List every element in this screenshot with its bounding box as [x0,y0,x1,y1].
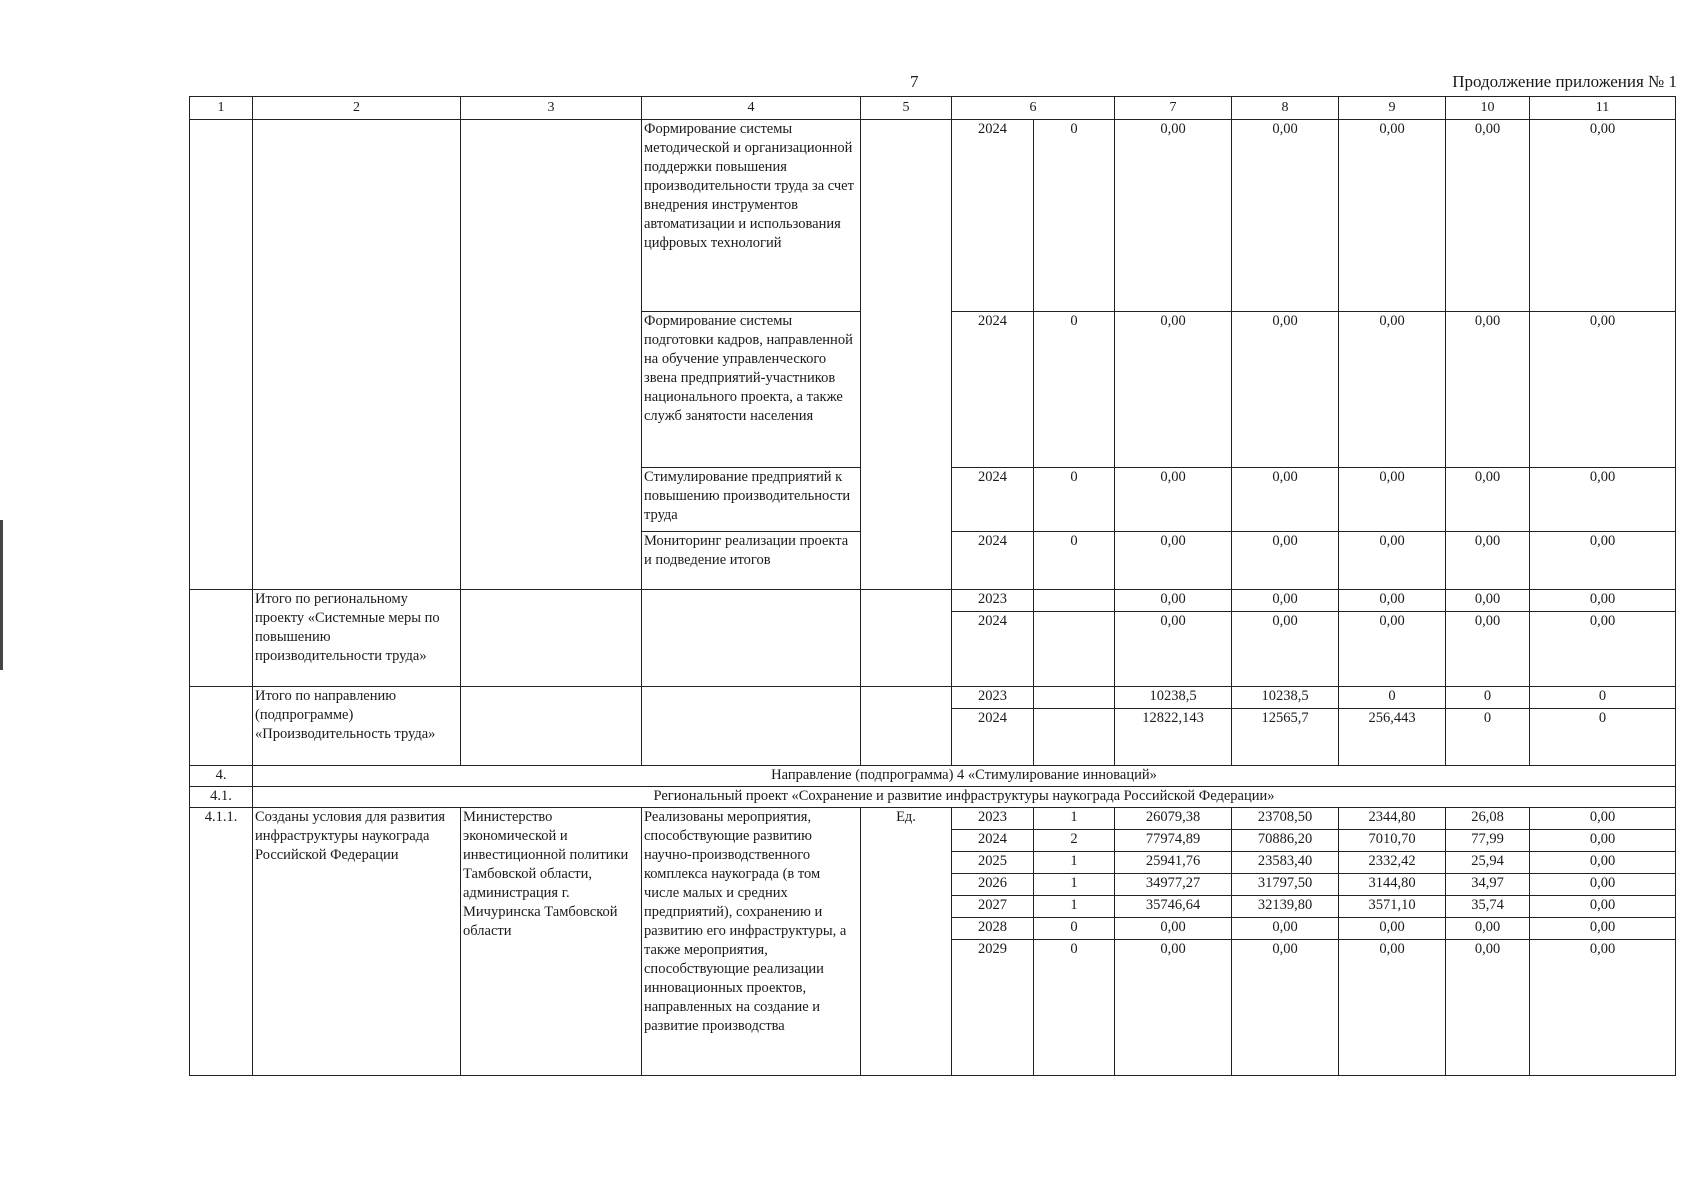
value-cell: 0,00 [1115,468,1232,532]
value-cell: 0,00 [1530,120,1676,312]
value-cell: 7010,70 [1339,830,1446,852]
value-cell: 0,00 [1339,918,1446,940]
value-cell: 0,00 [1339,940,1446,1076]
count-cell: 0 [1034,120,1115,312]
section-title: Направление (подпрограмма) 4 «Стимулирование инноваций» [253,766,1676,787]
value-cell: 34977,27 [1115,874,1232,896]
value-cell: 0,00 [1232,468,1339,532]
header-cell: 6 [952,97,1115,120]
value-cell: 77,99 [1446,830,1530,852]
value-cell: 32139,80 [1232,896,1339,918]
value-cell: 0,00 [1530,468,1676,532]
header-cell: 11 [1530,97,1676,120]
value-cell: 0,00 [1115,590,1232,612]
value-cell: 0,00 [1339,120,1446,312]
empty-cell [642,687,861,766]
total-row [190,687,1676,709]
value-cell: 10238,5 [1115,687,1232,709]
item-unit: Ед. [861,808,952,1076]
section-number: 4. [190,766,253,787]
value-cell: 0 [1530,709,1676,766]
empty-cell [190,590,253,687]
value-cell: 0,00 [1530,590,1676,612]
empty-cell [1034,709,1115,766]
appendix-note: Продолжение приложения № 1 [1452,72,1677,91]
scan-edge-mark [0,520,3,670]
header-cell: 8 [1232,97,1339,120]
value-cell: 0,00 [1530,830,1676,852]
header-cell: 2 [253,97,461,120]
table-row [190,120,1676,312]
value-cell: 0,00 [1446,940,1530,1076]
appendix-table [189,96,1676,1076]
count-cell: 1 [1034,896,1115,918]
page-number: 7 [910,72,919,91]
value-cell: 12565,7 [1232,709,1339,766]
value-cell: 0,00 [1530,918,1676,940]
value-cell: 26,08 [1446,808,1530,830]
year-cell: 2024 [952,830,1034,852]
value-cell: 3571,10 [1339,896,1446,918]
value-cell: 0,00 [1446,590,1530,612]
value-cell: 23708,50 [1232,808,1339,830]
count-cell: 1 [1034,808,1115,830]
value-cell: 0,00 [1232,590,1339,612]
year-cell: 2029 [952,940,1034,1076]
year-cell: 2026 [952,874,1034,896]
header-cell: 5 [861,97,952,120]
value-cell: 0,00 [1339,612,1446,687]
empty-cell [190,120,253,590]
table-row [190,808,1676,830]
value-cell: 2332,42 [1339,852,1446,874]
activity-text: Формирование системы методической и организационной поддержки повышения производительности труда за счет внедрения инструментов автоматизации и использования цифровых технологий [642,120,861,312]
empty-cell [861,687,952,766]
empty-cell [861,120,952,590]
header-cell: 7 [1115,97,1232,120]
year-cell: 2024 [952,312,1034,468]
value-cell: 34,97 [1446,874,1530,896]
value-cell: 0,00 [1339,532,1446,590]
value-cell: 0,00 [1115,612,1232,687]
year-cell: 2024 [952,120,1034,312]
year-cell: 2024 [952,612,1034,687]
value-cell: 31797,50 [1232,874,1339,896]
value-cell: 0 [1446,687,1530,709]
value-cell: 0,00 [1115,120,1232,312]
count-cell: 1 [1034,874,1115,896]
year-cell: 2024 [952,709,1034,766]
year-cell: 2023 [952,808,1034,830]
value-cell: 0,00 [1446,612,1530,687]
header-cell: 10 [1446,97,1530,120]
year-cell: 2027 [952,896,1034,918]
year-cell: 2028 [952,918,1034,940]
value-cell: 0,00 [1530,874,1676,896]
value-cell: 0,00 [1446,532,1530,590]
year-cell: 2023 [952,687,1034,709]
activity-text: Мониторинг реализации проекта и подведение итогов [642,532,861,590]
value-cell: 77974,89 [1115,830,1232,852]
value-cell: 0,00 [1339,468,1446,532]
header-cell: 3 [461,97,642,120]
value-cell: 0,00 [1446,468,1530,532]
empty-cell [642,590,861,687]
empty-cell [1034,612,1115,687]
year-cell: 2024 [952,532,1034,590]
value-cell: 0,00 [1446,120,1530,312]
value-cell: 0,00 [1446,312,1530,468]
empty-cell [461,687,642,766]
value-cell: 0 [1530,687,1676,709]
value-cell: 0,00 [1232,312,1339,468]
table-header-row [190,97,1676,120]
header-cell: 4 [642,97,861,120]
value-cell: 12822,143 [1115,709,1232,766]
value-cell: 3144,80 [1339,874,1446,896]
value-cell: 0,00 [1530,532,1676,590]
item-executor: Министерство экономической и инвестиционной политики Тамбовской области, администрация г. Мичуринска Тамбовской области [461,808,642,1076]
year-cell: 2024 [952,468,1034,532]
empty-cell [253,120,461,590]
value-cell: 0 [1446,709,1530,766]
value-cell: 2344,80 [1339,808,1446,830]
value-cell: 26079,38 [1115,808,1232,830]
total-label: Итого по региональному проекту «Системные меры по повышению производительности труда» [253,590,461,687]
value-cell: 0,00 [1530,940,1676,1076]
value-cell: 0,00 [1530,896,1676,918]
year-cell: 2025 [952,852,1034,874]
value-cell: 0,00 [1115,532,1232,590]
value-cell: 0 [1339,687,1446,709]
value-cell: 0,00 [1232,918,1339,940]
value-cell: 25,94 [1446,852,1530,874]
count-cell: 1 [1034,852,1115,874]
subsection-title: Региональный проект «Сохранение и развитие инфраструктуры наукограда Российской Федерации» [253,787,1676,808]
item-result: Созданы условия для развития инфраструктуры наукограда Российской Федерации [253,808,461,1076]
value-cell: 0,00 [1530,312,1676,468]
value-cell: 0,00 [1232,612,1339,687]
empty-cell [461,120,642,590]
value-cell: 35746,64 [1115,896,1232,918]
item-number: 4.1.1. [190,808,253,1076]
value-cell: 0,00 [1232,532,1339,590]
total-row [190,590,1676,612]
value-cell: 0,00 [1530,612,1676,687]
value-cell: 0,00 [1339,590,1446,612]
value-cell: 35,74 [1446,896,1530,918]
item-indicator: Реализованы мероприятия, способствующие развитию научно-производственного комплекса наукограда (в том числе малых и средних предприятий), сохранению и развитию его инфраструктуры, а также мероприятия, способствующие реализации инновационных проектов, направленных на создание и развитие производства [642,808,861,1076]
value-cell: 0,00 [1232,120,1339,312]
empty-cell [461,590,642,687]
value-cell: 0,00 [1115,312,1232,468]
total-label: Итого по направлению (подпрограмме) «Производительность труда» [253,687,461,766]
value-cell: 0,00 [1339,312,1446,468]
subsection-row [190,787,1676,808]
empty-cell [1034,687,1115,709]
empty-cell [861,590,952,687]
count-cell: 0 [1034,918,1115,940]
activity-text: Стимулирование предприятий к повышению производительности труда [642,468,861,532]
year-cell: 2023 [952,590,1034,612]
value-cell: 0,00 [1232,940,1339,1076]
value-cell: 70886,20 [1232,830,1339,852]
header-cell: 1 [190,97,253,120]
value-cell: 25941,76 [1115,852,1232,874]
activity-text: Формирование системы подготовки кадров, направленной на обучение управленческого звена предприятий-участников национального проекта, а также служб занятости населения [642,312,861,468]
value-cell: 0,00 [1115,940,1232,1076]
empty-cell [1034,590,1115,612]
value-cell: 0,00 [1530,852,1676,874]
empty-cell [190,687,253,766]
value-cell: 0,00 [1530,808,1676,830]
count-cell: 0 [1034,312,1115,468]
count-cell: 0 [1034,468,1115,532]
value-cell: 23583,40 [1232,852,1339,874]
value-cell: 10238,5 [1232,687,1339,709]
subsection-number: 4.1. [190,787,253,808]
section-row [190,766,1676,787]
value-cell: 0,00 [1446,918,1530,940]
value-cell: 256,443 [1339,709,1446,766]
count-cell: 0 [1034,532,1115,590]
count-cell: 0 [1034,940,1115,1076]
value-cell: 0,00 [1115,918,1232,940]
count-cell: 2 [1034,830,1115,852]
header-cell: 9 [1339,97,1446,120]
